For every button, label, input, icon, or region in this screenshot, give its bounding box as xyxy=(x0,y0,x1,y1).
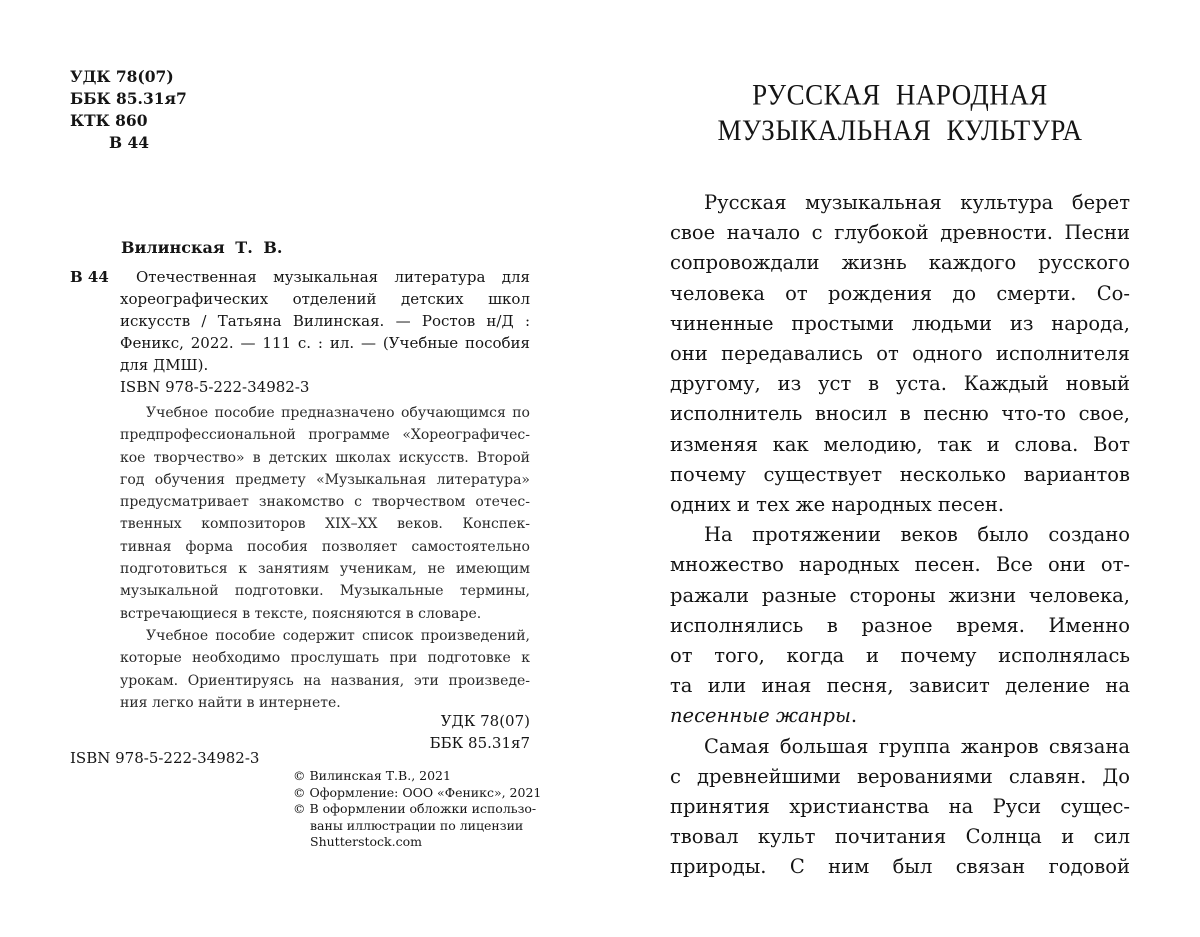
author-heading: Вилинская Т. В. xyxy=(121,238,283,257)
annotation-line: ния легко найти в интернете. xyxy=(120,694,341,711)
annotation-line: твенных композиторов XIX–XX веков. Конспек- xyxy=(120,516,530,533)
record-line: для ДМШ). xyxy=(120,356,209,374)
copyright-block xyxy=(293,768,541,851)
emphasis-term: песенные жанры xyxy=(670,704,851,728)
sentence-end: . xyxy=(850,704,858,728)
annotation-line: предусматривает знакомство с творчеством отечес- xyxy=(120,494,530,511)
bbk-code: ББК 85.31я7 xyxy=(70,89,187,108)
body-line: сопровождали жизнь каждого русского xyxy=(670,251,1130,275)
chapter-title-line: РУССКАЯ НАРОДНАЯ xyxy=(752,78,1048,111)
annotation-line: Учебное пособие содержит список произведений, xyxy=(146,627,530,644)
bbk-code-bottom: ББК 85.31я7 xyxy=(429,734,530,752)
copyright-line: © Вилинская Т.В., 2021 xyxy=(293,768,451,783)
body-line: с древнейшими верованиями славян. До xyxy=(670,764,1130,788)
body-line: исполнитель вносил в песню что-то свое, xyxy=(670,402,1130,426)
annotation-line: подготовиться к занятиям ученикам, не имеющим xyxy=(120,561,530,578)
body-line: Русская музыкальная культура берет xyxy=(704,191,1130,214)
ktk-code: КТК 860 xyxy=(70,111,148,130)
annotation-line: урокам. Ориентируясь на названия, эти произведе- xyxy=(120,672,530,689)
body-line: множество народных песен. Все они от- xyxy=(670,553,1130,577)
udc-code-bottom: УДК 78(07) xyxy=(440,712,530,730)
body-line: почему существует несколько вариантов xyxy=(670,462,1130,486)
annotation-line: кое творчество» в детских школах искусств. Второй xyxy=(120,449,530,466)
copyright-line: ваны иллюстрации по лицензии xyxy=(310,817,524,833)
annotation-line: предпрофессиональной программе «Хореографичес- xyxy=(120,427,530,444)
body-line: Самая большая группа жанров связана xyxy=(704,734,1130,758)
annotation-line: музыкальной подготовки. Музыкальные термины, xyxy=(120,583,530,600)
annotation-line: год обучения предмету «Музыкальная литература» xyxy=(120,471,530,488)
bibliographic-record xyxy=(70,266,530,398)
body-line: природы. С ним был связан годовой xyxy=(670,855,1130,879)
chapter-title-line: МУЗЫКАЛЬНАЯ КУЛЬТУРА xyxy=(717,114,1083,147)
copyright-line: © В оформлении обложки использо- xyxy=(293,801,537,817)
record-line: Отечественная музыкальная литература для xyxy=(136,268,530,286)
record-line: искусств / Татьяна Вилинская. — Ростов н/Д : xyxy=(120,312,530,330)
chapter-title xyxy=(660,77,1140,148)
body-line: та или иная песня, зависит деление на xyxy=(670,674,1130,698)
annotation-line: тивная форма пособия позволяет самостоятельно xyxy=(120,538,530,555)
isbn-bottom: ISBN 978-5-222-34982-3 xyxy=(70,749,260,767)
body-line: чиненные простыми людьми из народа, xyxy=(670,311,1130,335)
annotation-line: которые необходимо прослушать при подготовке к xyxy=(120,650,530,667)
record-code: В 44 xyxy=(70,268,109,286)
body-line: от того, когда и почему исполнялась xyxy=(670,644,1130,668)
isbn-line: ISBN 978-5-222-34982-3 xyxy=(120,378,310,396)
udc-code: УДК 78(07) xyxy=(70,67,174,86)
classification-codes xyxy=(70,66,187,154)
body-line: твовал культ почитания Солнца и сил xyxy=(670,825,1130,849)
body-line: изменяя как мелодию, так и слова. Вот xyxy=(670,432,1130,456)
body-line: ражали разные стороны жизни человека, xyxy=(670,583,1130,607)
annotation-line: встречающиеся в тексте, поясняются в словаре. xyxy=(120,605,482,622)
body-line: другому, из уст в уста. Каждый новый xyxy=(670,372,1130,396)
chapter-body xyxy=(670,188,1130,883)
copyright-line: Shutterstock.com xyxy=(310,834,422,850)
annotation xyxy=(120,402,530,714)
body-line: свое начало с глубокой древности. Песни xyxy=(670,221,1130,245)
record-line: хореографических отделений детских школ xyxy=(120,290,530,308)
annotation-line: Учебное пособие предназначено обучающимся по xyxy=(146,405,530,421)
record-line: Феникс, 2022. — 111 с. : ил. — (Учебные пособия xyxy=(120,334,530,352)
author-mark: В 44 xyxy=(109,133,150,152)
bottom-classification-codes xyxy=(380,710,530,754)
body-line: они передавались от одного исполнителя xyxy=(670,342,1130,366)
body-line xyxy=(670,701,1130,731)
body-line: принятия христианства на Руси сущес- xyxy=(670,795,1130,819)
body-line: человека от рождения до смерти. Со- xyxy=(670,281,1130,305)
body-line: одних и тех же народных песен. xyxy=(670,493,1005,517)
body-line: На протяжении веков было создано xyxy=(704,523,1130,547)
copyright-line: © Оформление: ООО «Феникс», 2021 xyxy=(293,784,542,800)
body-line: исполнялись в разное время. Именно xyxy=(670,613,1130,637)
record-body xyxy=(120,266,530,398)
